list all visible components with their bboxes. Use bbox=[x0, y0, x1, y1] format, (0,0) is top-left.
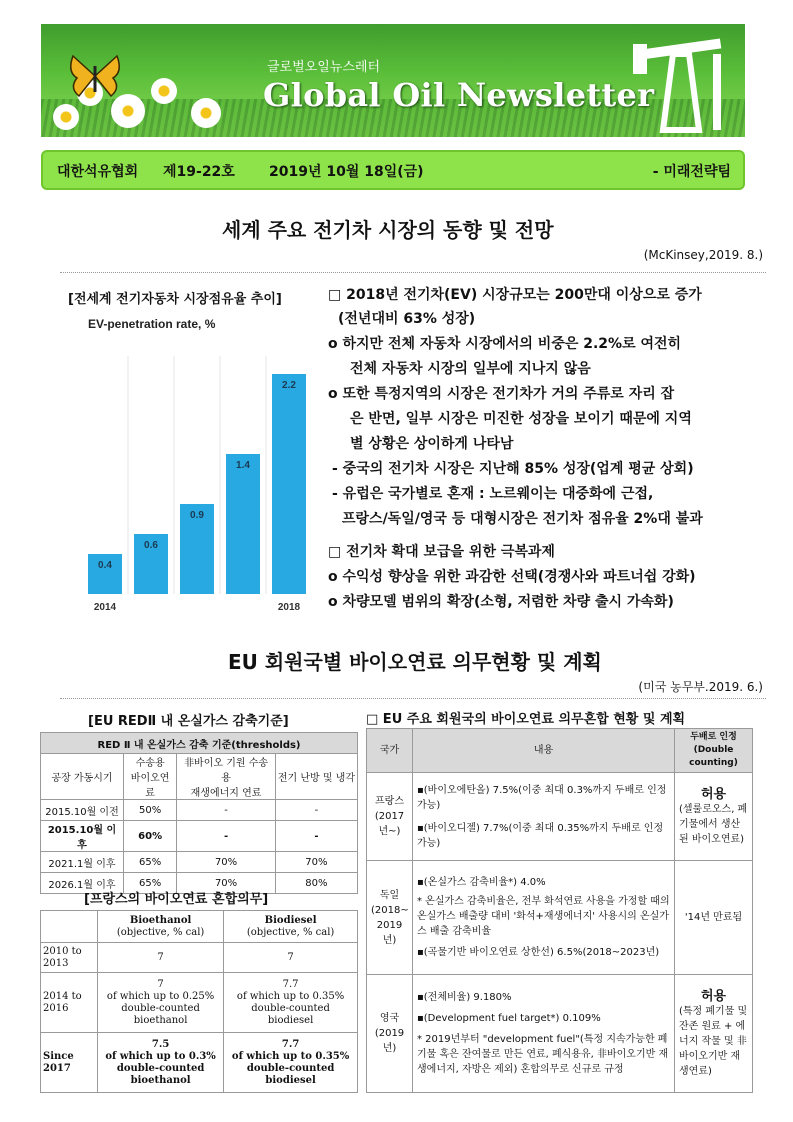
body-line: □ 전기차 확대 보급을 위한 극복과제 bbox=[328, 544, 555, 560]
ethanol-header: Bioethanol bbox=[129, 914, 192, 926]
table-cell: 60% bbox=[123, 821, 176, 852]
content-cell bbox=[413, 773, 675, 861]
body-line: 프랑스/독일/영국 등 대형시장은 전기차 점유율 2%대 불과 bbox=[342, 511, 703, 527]
table-cell: 2026.1월 이후 bbox=[41, 873, 124, 894]
table-cell: 70% bbox=[177, 873, 276, 894]
column-header: 국가 bbox=[367, 729, 413, 773]
column-header: 非바이오 기원 수송용 재생에너지 연료 bbox=[177, 754, 276, 800]
article1-title: 세계 주요 전기차 시장의 동향 및 전망 bbox=[222, 218, 554, 242]
country-cell: 프랑스 (2017년~) bbox=[367, 773, 413, 861]
bar-value-label: 1.4 bbox=[236, 460, 250, 471]
eu-biofuel-table bbox=[366, 728, 753, 1093]
table-cell: 70% bbox=[177, 852, 276, 873]
table-cell: 65% bbox=[123, 852, 176, 873]
bar-value-label: 0.6 bbox=[144, 540, 158, 551]
body-line: □ 2018년 전기차(EV) 시장규모는 200만대 이상으로 증가 bbox=[328, 287, 702, 303]
bar-value-label: 0.9 bbox=[190, 510, 204, 521]
double-count-cell bbox=[675, 975, 753, 1093]
content-line: ▪(바이오에탄올) 7.5%(이중 최대 0.3%까지 두배로 인정 가능) bbox=[417, 784, 667, 811]
table-cell: - bbox=[275, 821, 357, 852]
france-biofuel-table bbox=[40, 910, 358, 1093]
table-cell: - bbox=[177, 800, 276, 821]
table-cell: 50% bbox=[123, 800, 176, 821]
divider bbox=[60, 272, 766, 273]
bar-value-label: 0.4 bbox=[98, 560, 112, 571]
issue-date: 2019년 10월 18일(금) bbox=[269, 164, 424, 180]
diesel-header: Biodiesel bbox=[264, 914, 317, 926]
body-line: o 차량모델 범위의 확장(소형, 저렴한 차량 출시 가속화) bbox=[328, 594, 674, 610]
dc-note: (셀룰로오스, 폐기물에서 생산된 바이오연료) bbox=[679, 803, 748, 845]
table-cell: Since 2017 bbox=[41, 1033, 98, 1093]
content-line: ▪(Development fuel target*) 0.109% bbox=[417, 1013, 601, 1024]
country-cell: 독일 (2018~ 2019년) bbox=[367, 861, 413, 975]
dc-note: (특정 폐기물 및 잔존 원료 + 에너지 작물 및 非바이오기반 재생연료) bbox=[679, 1005, 748, 1077]
content-line: ▪(전체비율) 9.180% bbox=[417, 992, 512, 1003]
table-cell: 2015.10월 이전 bbox=[41, 800, 124, 821]
content-line: ▪(온실가스 감축비율*) 4.0% bbox=[417, 877, 546, 888]
table-cell: 2021.1월 이후 bbox=[41, 852, 124, 873]
table-cell: - bbox=[177, 821, 276, 852]
divider bbox=[60, 698, 766, 699]
table-row bbox=[41, 852, 358, 873]
content-cell bbox=[413, 861, 675, 975]
eu-caption: □ EU 주요 회원국의 바이오연료 의무혼합 현황 및 계획 bbox=[366, 712, 686, 727]
chart-bar bbox=[272, 374, 306, 594]
content-line: * 2019년부터 "development fuel"(특정 지속가능한 폐기물 혹은 잔여물로 만든 연료, 폐식용유, 非바이오기반 재생에너지, 자방은 제외) 혼합의무로 신규로 규정 bbox=[417, 1034, 669, 1075]
oil-pump-icon bbox=[633, 30, 743, 134]
content-cell bbox=[413, 975, 675, 1093]
issue-info-bar bbox=[41, 150, 745, 190]
table-cell bbox=[41, 911, 98, 943]
butterfly-icon bbox=[67, 52, 123, 100]
fr-caption: [프랑스의 바이오연료 혼합의무] bbox=[84, 892, 269, 907]
body-line: 전체 자동차 시장의 일부에 지나지 않음 bbox=[350, 361, 591, 377]
body-line: 은 반면, 일부 시장은 미진한 성장을 보이기 때문에 지역 bbox=[350, 411, 692, 427]
banner-title: Global Oil Newsletter bbox=[263, 76, 655, 114]
column-header: 전기 난방 및 냉각 bbox=[275, 754, 357, 800]
body-line: o 수익성 향상을 위한 과감한 선택(경쟁사와 파트너쉽 강화) bbox=[328, 569, 696, 585]
table-row bbox=[367, 861, 753, 975]
banner-subtitle: 글로벌오일뉴스레터 bbox=[267, 60, 381, 75]
double-count-cell bbox=[675, 773, 753, 861]
daisy-icon bbox=[191, 98, 221, 128]
column-header: 두배로 인정 (Double counting) bbox=[675, 729, 753, 773]
article2-source: (미국 농무부.2019. 6.) bbox=[638, 680, 763, 694]
body-line: (전년대비 63% 성장) bbox=[338, 311, 476, 327]
ethanol-header-unit: (objective, % cal) bbox=[116, 926, 205, 938]
table-row bbox=[41, 973, 358, 1033]
ev-penetration-chart bbox=[82, 316, 312, 616]
chart-bar bbox=[226, 454, 260, 594]
diesel-header-unit: (objective, % cal) bbox=[246, 926, 335, 938]
table-cell: 2010 to 2013 bbox=[41, 943, 98, 973]
dc-status: 허용 bbox=[700, 786, 727, 802]
table-row bbox=[41, 1033, 358, 1093]
column-header: 공장 가동시기 bbox=[41, 754, 124, 800]
table-cell: 7.5 of which up to 0.3% double-counted bioethanol bbox=[98, 1033, 224, 1093]
table-row bbox=[41, 800, 358, 821]
daisy-icon bbox=[53, 104, 79, 130]
x-tick-label: 2018 bbox=[277, 602, 301, 613]
x-tick-label: 2014 bbox=[93, 602, 117, 613]
column-header bbox=[224, 911, 358, 943]
daisy-icon bbox=[151, 78, 177, 104]
body-line: - 유럽은 국가별로 혼재 : 노르웨이는 대중화에 근접, bbox=[332, 486, 654, 502]
table-cell: 7 bbox=[98, 943, 224, 973]
table-cell: 2014 to 2016 bbox=[41, 973, 98, 1033]
table-cell: 70% bbox=[275, 852, 357, 873]
bar-value-label: 2.2 bbox=[282, 380, 296, 391]
double-count-cell: '14년 만료됨 bbox=[675, 861, 753, 975]
newsletter-banner bbox=[41, 24, 745, 137]
table-row bbox=[367, 975, 753, 1093]
country-cell: 영국 (2019년) bbox=[367, 975, 413, 1093]
department: - 미래전략팀 bbox=[652, 164, 731, 180]
table-cell: 80% bbox=[275, 873, 357, 894]
table-cell: 7 bbox=[224, 943, 358, 973]
column-header: 내용 bbox=[413, 729, 675, 773]
dc-status: 허용 bbox=[700, 988, 727, 1004]
content-line: ▪(곡물기반 바이오연료 상한선) 6.5%(2018~2023년) bbox=[417, 947, 660, 958]
table-cell: - bbox=[275, 800, 357, 821]
body-line: - 중국의 전기차 시장은 지난해 85% 성장(업계 평균 상회) bbox=[332, 461, 694, 477]
body-line: o 하지만 전체 자동차 시장에서의 비중은 2.2%로 여전히 bbox=[328, 336, 682, 352]
table-cell: 7.7 of which up to 0.35% double-counted biodiesel bbox=[224, 1033, 358, 1093]
red-caption: [EU REDⅡ 내 온실가스 감축기준] bbox=[88, 714, 289, 729]
table-row bbox=[41, 943, 358, 973]
body-line: 별 상황은 상이하게 나타남 bbox=[350, 436, 514, 452]
table-cell: 7.7 of which up to 0.35% double-counted biodiesel bbox=[224, 973, 358, 1033]
table-cell: 65% bbox=[123, 873, 176, 894]
article2-title: EU 회원국별 바이오연료 의무현황 및 계획 bbox=[228, 650, 602, 674]
content-line: ▪(바이오디젤) 7.7%(이중 최대 0.35%까지 두배로 인정 가능) bbox=[417, 822, 664, 849]
column-header bbox=[98, 911, 224, 943]
red-threshold-table bbox=[40, 732, 358, 894]
column-header: 수송용 바이오연료 bbox=[123, 754, 176, 800]
article1-source: (McKinsey,2019. 8.) bbox=[643, 248, 763, 262]
body-line: o 또한 특정지역의 시장은 전기차가 거의 주류로 자리 잡 bbox=[328, 386, 675, 402]
table-cell: 2015.10월 이후 bbox=[41, 821, 124, 852]
chart-title: EV-penetration rate, % bbox=[88, 317, 216, 331]
table-cell: 7 of which up to 0.25% double-counted bioethanol bbox=[98, 973, 224, 1033]
issue-number: 제19-22호 bbox=[163, 164, 235, 180]
chart-caption: [전세계 전기자동차 시장점유율 추이] bbox=[68, 292, 282, 307]
org-name: 대한석유협회 bbox=[57, 164, 139, 180]
table-row bbox=[367, 773, 753, 861]
table-title: RED Ⅱ 내 온실가스 감축 기준(thresholds) bbox=[41, 733, 358, 754]
content-line: * 온실가스 감축비율은, 전부 화석연료 사용을 가정할 때의 온실가스 배출량 대비 '화석+재생에너지' 사용시의 온실가스 배출 감축비율 bbox=[417, 896, 670, 937]
table-row bbox=[41, 821, 358, 852]
